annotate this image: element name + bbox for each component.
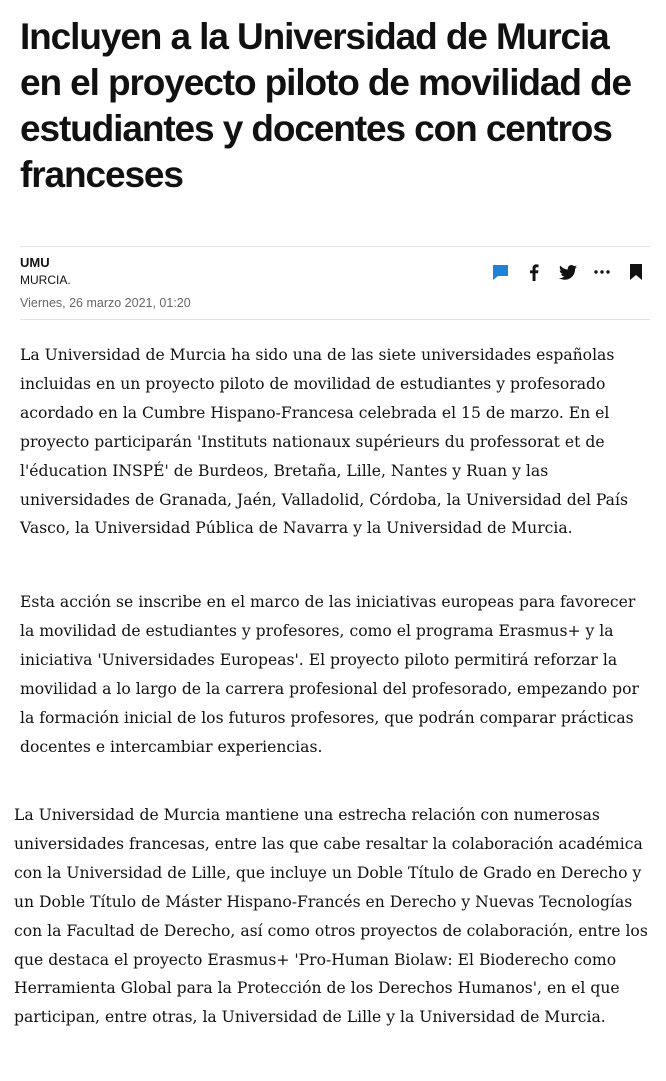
body-paragraph: La Universidad de Murcia mantiene una estrecha relación con numerosas universidades francesas, entre las que cabe resaltar la colaboración académica con la Universidad de Lille, que incluye un Doble Título de Grado en Derecho y un Doble Título de Máster Hispano-Francés en Derecho y Nuevas Tecnologías con la Facultad de Derecho, así como otros proyectos de colaboración, entre los que destaca el proyecto Erasmus+ 'Pro-Human Biolaw: El Bioderecho como Herramienta Global para la Protección de los Derechos Humanos', en el que participan, entre otras, la Universidad de Lille y la Universidad de Murcia. — [14, 806, 648, 1027]
article-meta — [20, 246, 650, 320]
facebook-share-button[interactable] — [520, 258, 548, 286]
more-options-button[interactable] — [588, 258, 616, 286]
body-paragraph: Esta acción se inscribe en el marco de las iniciativas europeas para favorecer la movilidad de estudiantes y profesores, como el programa Erasmus+ y la iniciativa 'Universidades Europeas'. El proyecto piloto permitirá reforzar la movilidad a lo largo de la carrera profesional del profesorado, empezando por la formación inicial de los futuros profesores, que podrán comparar prácticas docentes e intercambiar experiencias. — [20, 593, 639, 756]
location: MURCIA. — [20, 273, 71, 287]
bookmark-button[interactable] — [622, 258, 650, 286]
author-name[interactable]: UMU — [20, 255, 50, 270]
facebook-icon — [529, 264, 539, 281]
body-paragraph: La Universidad de Murcia ha sido una de las siete universidades españolas incluidas en un proyecto piloto de movilidad de estudiantes y profesorado acordado en la Cumbre Hispano-Francesa celebrada el 15 de marzo. En el proyecto participarán 'Instituts nationaux supérieurs du professorat et de l'éducation INSPÉ' de Burdeos, Bretaña, Lille, Nantes y Ruan y las universidades de Granada, Jaén, Valladolid, Córdoba, la Universidad del País Vasco, la Universidad Pública de Navarra y la Universidad de Murcia. — [20, 346, 628, 538]
publish-date: Viernes, 26 marzo 2021, 01:20 — [20, 296, 191, 310]
comment-icon — [492, 264, 509, 281]
share-toolbar — [480, 257, 650, 287]
article-title: Incluyen a la Universidad de Murcia en el proyecto piloto de movilidad de estudiantes y docentes con centros franceses — [20, 16, 632, 195]
more-icon — [594, 270, 610, 274]
bookmark-icon — [630, 264, 642, 280]
comments-button[interactable] — [486, 258, 514, 286]
twitter-icon — [559, 265, 577, 280]
twitter-share-button[interactable] — [554, 258, 582, 286]
